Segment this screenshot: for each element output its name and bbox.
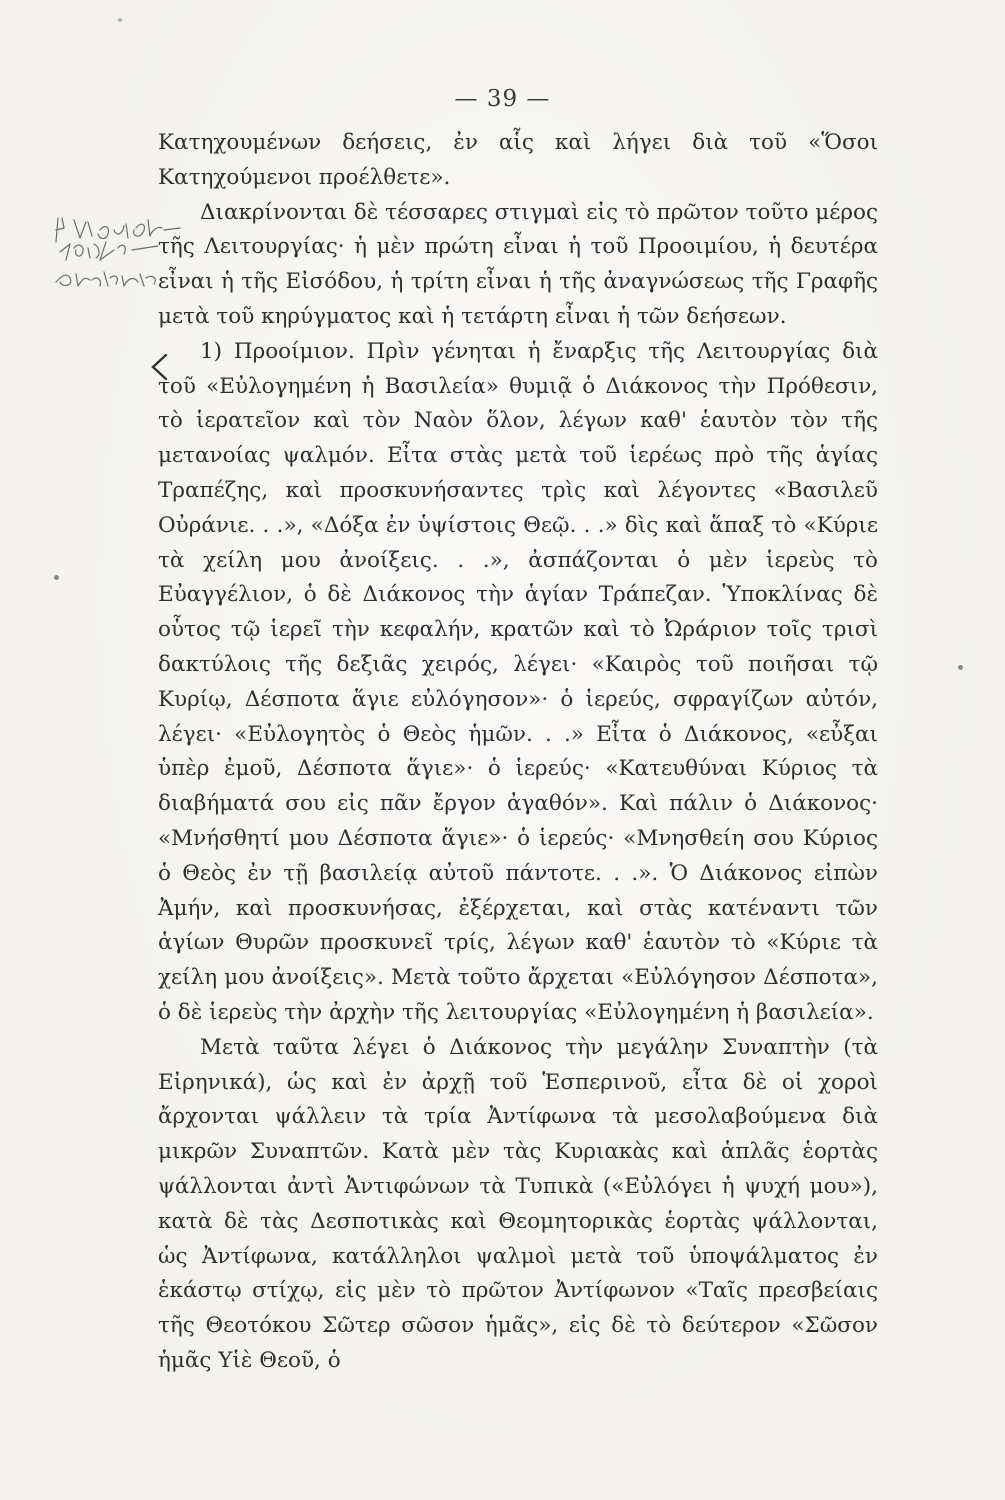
body-text — [158, 126, 878, 1379]
paragraph-intro: Κατηχουμένων δεήσεις, ἐν αἷς καὶ λήγει διὰ τοῦ «Ὅσοι Κατηχούμενοι προέλθετε». — [158, 130, 878, 190]
paragraph-divisions: Διακρίνονται δὲ τέσσαρες στιγμαὶ εἰς τὸ πρῶτον τοῦτο μέρος τῆς Λειτουργίας· ἡ μὲν πρώτη εἶναι ἡ τοῦ Προοιμίου, ἡ δευτέρα εἶναι ἡ τῆς Εἰσόδου, ἡ τρίτη εἶναι ἡ τῆς ἀναγνώσεως τῆς Γραφῆς μετὰ τοῦ κηρύγματος καὶ ἡ τετάρτη εἶναι ἡ τῶν δεήσεων. — [158, 199, 878, 329]
paper-speck — [54, 575, 59, 580]
paper-speck — [958, 665, 963, 670]
paragraph-prooimion: 1) Προοίμιον. Πρὶν γένηται ἡ ἔναρξις τῆς Λειτουργίας διὰ τοῦ «Εὐλογημένη ἡ Βασιλεία» θυμιᾷ ὁ Διάκονος τὴν Πρόθεσιν, τὸ ἱερατεῖον καὶ τὸν Ναὸν ὅλον, λέγων καθ' ἑαυτὸν τὸν τῆς μετανοίας ψαλμόν. Εἶτα στὰς μετὰ τοῦ ἱερέως πρὸ τῆς ἁγίας Τραπέζης, καὶ προσκυνήσαντες τρὶς καὶ λέγοντες «Βασιλεῦ Οὐράνιε. . .», «Δόξα ἐν ὑψίστοις Θεῷ. . .» δὶς καὶ ἅπαξ τὸ «Κύριε τὰ χείλη μου ἀνοίξεις. . .», ἀσπάζονται ὁ μὲν ἱερεὺς τὸ Εὐαγγέλιον, ὁ δὲ Διάκονος τὴν ἁγίαν Τράπεζαν. Ὑποκλίνας δὲ οὗτος τῷ ἱερεῖ τὴν κεφαλήν, κρατῶν καὶ τὸ Ὠράριον τοῖς τρισὶ δακτύλοις τῆς δεξιᾶς χειρός, λέγει· «Καιρὸς τοῦ ποιῆσαι τῷ Κυρίῳ, Δέσποτα ἅγιε εὐλόγησον»· ὁ ἱερεύς, σφραγίζων αὐτόν, λέγει· «Εὐλογητὸς ὁ Θεὸς ἡμῶν. . .» Εἶτα ὁ Διάκονος, «εὖξαι ὑπὲρ ἐμοῦ, Δέσποτα ἅγιε»· ὁ ἱερεύς· «Κατευθύναι Κύριος τὰ διαβήματά σου εἰς πᾶν ἔργον ἀγαθόν». Καὶ πάλιν ὁ Διάκονος· «Μνήσθητί μου Δέσποτα ἅγιε»· ὁ ἱερεύς· «Μνησθείη σου Κύριος ὁ Θεὸς ἐν τῇ βασιλείᾳ αὐτοῦ πάντοτε. . .». Ὁ Διάκονος εἰπὼν Ἀμήν, καὶ προσκυνήσας, ἐξέρχεται, καὶ στὰς κατέναντι τῶν ἁγίων Θυρῶν προσκυνεῖ τρίς, λέγων καθ' ἑαυτὸν τὸ «Κύριε τὰ χείλη μου ἀνοίξεις». Μετὰ τοῦτο ἄρχεται «Εὐλόγησον Δέσποτα», ὁ δὲ ἱερεὺς τὴν ἀρχὴν τῆς λειτουργίας «Εὐλογημένη ἡ βασιλεία». — [158, 338, 878, 1025]
paper-speck — [118, 18, 122, 22]
paragraph-synapte: Μετὰ ταῦτα λέγει ὁ Διάκονος τὴν μεγάλην Συναπτὴν (τὰ Εἰρηνικά), ὡς καὶ ἐν ἀρχῇ τοῦ Ἑσπερινοῦ, εἶτα δὲ οἱ χοροὶ ἄρχονται ψάλλειν τὰ τρία Ἀντίφωνα τὰ μεσολαβούμενα διὰ μικρῶν Συναπτῶν. Κατὰ μὲν τὰς Κυριακὰς καὶ ἁπλᾶς ἑορτὰς ψάλλονται ἀντὶ Ἀντιφώνων τὰ Τυπικὰ («Εὐλόγει ἡ ψυχή μου»), κατὰ δὲ τὰς Δεσποτικὰς καὶ Θεομητορικὰς ἑορτὰς ψάλλονται, ὡς Ἀντίφωνα, κατάλληλοι ψαλμοὶ μετὰ τοῦ ὑποψάλματος ἐν ἑκάστῳ στίχῳ, εἰς μὲν τὸ πρῶτον Ἀντίφωνον «Ταῖς πρεσβείαις τῆς Θεοτόκου Σῶτερ σῶσον ἡμᾶς», εἰς δὲ τὸ δεύτερον «Σῶσον ἡμᾶς Υἱὲ Θεοῦ, ὁ — [158, 1034, 878, 1373]
page-number: — 39 — — [454, 86, 551, 112]
